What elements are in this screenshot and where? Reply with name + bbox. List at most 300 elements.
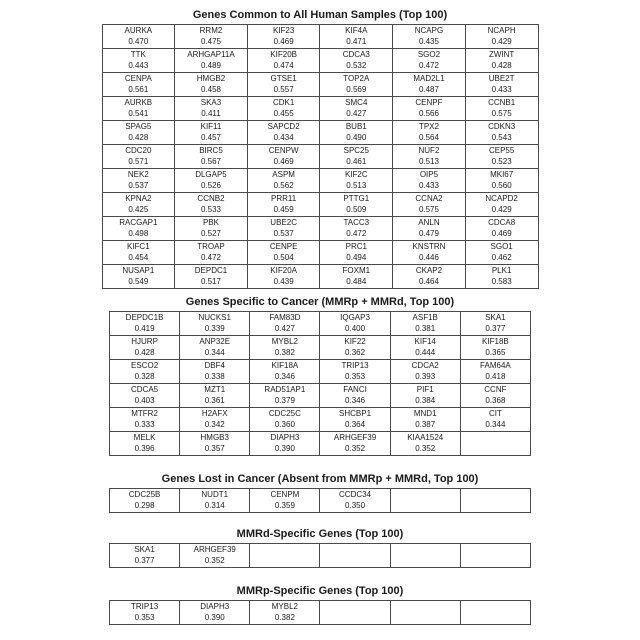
gene-value: 0.458 xyxy=(200,84,221,94)
gene-value: 0.411 xyxy=(201,108,221,118)
gene-cell xyxy=(175,265,248,289)
gene-value: 0.429 xyxy=(491,204,512,214)
gene-cell xyxy=(393,145,466,169)
gene-cell xyxy=(393,193,466,217)
gene-name: TACC3 xyxy=(343,218,370,227)
gene-cell xyxy=(465,193,538,217)
gene-value: 0.350 xyxy=(345,500,366,510)
gene-cell xyxy=(247,169,320,193)
gene-name: KIF11 xyxy=(200,122,222,131)
gene-name: NCAPH xyxy=(487,26,516,35)
gene-name: CDC25C xyxy=(268,409,301,418)
gene-cell xyxy=(320,312,390,336)
gene-name: RRM2 xyxy=(199,26,223,35)
gene-cell xyxy=(102,193,175,217)
gene-value: 0.314 xyxy=(204,500,225,510)
gene-value: 0.361 xyxy=(204,395,225,405)
gene-cell xyxy=(110,544,180,568)
gene-name: AURKB xyxy=(124,98,153,107)
gene-name: SKA3 xyxy=(200,98,222,107)
gene-value: 0.377 xyxy=(485,323,506,333)
table-title-mmrp: MMRp-Specific Genes (Top 100) xyxy=(236,585,404,597)
gene-value: 0.472 xyxy=(418,60,439,70)
table-row xyxy=(110,408,531,432)
gene-cell xyxy=(460,384,530,408)
gene-name: MZT1 xyxy=(204,385,226,394)
gene-cell xyxy=(320,145,393,169)
gene-value: 0.400 xyxy=(345,323,366,333)
gene-value: 0.433 xyxy=(491,84,512,94)
gene-name: UBE2T xyxy=(488,74,515,83)
gene-value: 0.338 xyxy=(204,371,225,381)
gene-value: 0.353 xyxy=(345,371,366,381)
gene-name: MAD2L1 xyxy=(413,74,445,83)
gene-name: ANP32E xyxy=(199,337,231,346)
gene-name: PBK xyxy=(202,218,219,227)
gene-name: CCNB1 xyxy=(488,98,516,107)
gene-name: TROAP xyxy=(197,242,225,251)
gene-cell xyxy=(247,73,320,97)
table-row xyxy=(110,360,531,384)
gene-cell xyxy=(460,336,530,360)
gene-name: RAD51AP1 xyxy=(264,385,306,394)
gene-value: 0.583 xyxy=(491,276,512,286)
gene-value: 0.469 xyxy=(273,36,294,46)
gene-cell xyxy=(393,49,466,73)
gene-cell xyxy=(393,25,466,49)
gene-cell xyxy=(180,432,250,456)
gene-name: KIF20B xyxy=(270,50,297,59)
gene-cell xyxy=(250,601,320,625)
gene-cell xyxy=(390,432,460,456)
gene-value: 0.333 xyxy=(134,419,155,429)
gene-name: KIF2C xyxy=(344,170,368,179)
gene-cell xyxy=(102,169,175,193)
gene-cell xyxy=(250,360,320,384)
gene-value: 0.357 xyxy=(204,443,225,453)
gene-name: CDC20 xyxy=(125,146,152,155)
gene-cell xyxy=(393,169,466,193)
gene-value: 0.446 xyxy=(418,252,439,262)
gene-cell xyxy=(102,73,175,97)
table-row xyxy=(110,384,531,408)
gene-value: 0.393 xyxy=(415,371,436,381)
gene-value: 0.428 xyxy=(128,132,149,142)
gene-cell xyxy=(320,408,390,432)
gene-name: ASPM xyxy=(272,170,295,179)
gene-cell xyxy=(110,384,180,408)
gene-cell xyxy=(102,25,175,49)
gene-cell xyxy=(102,145,175,169)
gene-cell xyxy=(320,241,393,265)
gene-name: HJURP xyxy=(131,337,158,346)
gene-name: SHCBP1 xyxy=(339,409,372,418)
gene-value: 0.470 xyxy=(128,36,149,46)
gene-value: 0.344 xyxy=(204,347,225,357)
gene-cell xyxy=(393,217,466,241)
gene-value: 0.513 xyxy=(346,180,367,190)
gene-cell xyxy=(465,169,538,193)
gene-name: NUDT1 xyxy=(201,490,229,499)
table-row xyxy=(102,73,538,97)
gene-value: 0.523 xyxy=(491,156,512,166)
gene-cell xyxy=(175,169,248,193)
table-row xyxy=(102,145,538,169)
empty-cell xyxy=(390,601,460,625)
gene-name: ARHGEF39 xyxy=(333,433,377,442)
gene-value: 0.472 xyxy=(346,228,367,238)
gene-cell xyxy=(393,265,466,289)
gene-name: MYBL2 xyxy=(271,337,298,346)
gene-cell xyxy=(102,121,175,145)
gene-table-common xyxy=(102,24,539,289)
gene-value: 0.527 xyxy=(200,228,221,238)
gene-value: 0.575 xyxy=(491,108,512,118)
gene-name: PIF1 xyxy=(416,385,434,394)
gene-name: BIRC5 xyxy=(199,146,223,155)
gene-name: TRIP13 xyxy=(131,602,159,611)
gene-name: AURKA xyxy=(124,26,153,35)
gene-name: DIAPH3 xyxy=(200,602,230,611)
gene-value: 0.425 xyxy=(128,204,149,214)
gene-value: 0.419 xyxy=(134,323,155,333)
gene-value: 0.464 xyxy=(418,276,439,286)
gene-name: ARHGAP11A xyxy=(187,50,235,59)
gene-name: KIF4A xyxy=(345,26,368,35)
gene-value: 0.513 xyxy=(418,156,439,166)
gene-name: ANLN xyxy=(418,218,440,227)
gene-value: 0.379 xyxy=(274,395,295,405)
gene-name: NCAPG xyxy=(414,26,444,35)
gene-value: 0.498 xyxy=(128,228,149,238)
table-row xyxy=(102,49,538,73)
gene-cell xyxy=(250,432,320,456)
gene-name: MELK xyxy=(133,433,156,442)
gene-value: 0.474 xyxy=(273,60,294,70)
gene-value: 0.353 xyxy=(134,612,155,622)
gene-cell xyxy=(465,265,538,289)
section-lost-genes xyxy=(109,473,531,513)
gene-value: 0.443 xyxy=(128,60,149,70)
gene-cell xyxy=(250,408,320,432)
gene-cell xyxy=(320,25,393,49)
gene-cell xyxy=(175,25,248,49)
gene-value: 0.381 xyxy=(415,323,436,333)
section-mmrp-specific-genes xyxy=(109,585,531,625)
gene-cell xyxy=(175,145,248,169)
gene-cell xyxy=(460,312,530,336)
gene-name: KNSTRN xyxy=(412,242,446,251)
gene-value: 0.484 xyxy=(346,276,367,286)
gene-value: 0.461 xyxy=(346,156,367,166)
gene-table-cancer-specific xyxy=(109,311,531,456)
gene-cell xyxy=(465,145,538,169)
table-row xyxy=(102,265,538,289)
gene-value: 0.428 xyxy=(491,60,512,70)
gene-name: CDKN3 xyxy=(488,122,516,131)
gene-value: 0.382 xyxy=(274,347,295,357)
gene-name: CENPA xyxy=(124,74,152,83)
gene-value: 0.364 xyxy=(345,419,366,429)
gene-value: 0.396 xyxy=(134,443,155,453)
gene-name: PRC1 xyxy=(345,242,367,251)
gene-cell xyxy=(390,312,460,336)
gene-value: 0.387 xyxy=(415,419,436,429)
gene-name: FANCI xyxy=(343,385,367,394)
gene-cell xyxy=(393,73,466,97)
gene-name: OIP5 xyxy=(419,170,439,179)
gene-name: NUSAP1 xyxy=(122,266,155,275)
gene-cell xyxy=(465,241,538,265)
gene-name: CEP55 xyxy=(488,146,515,155)
table-row xyxy=(110,601,531,625)
gene-name: BUB1 xyxy=(345,122,367,131)
gene-value: 0.429 xyxy=(491,36,512,46)
empty-cell xyxy=(460,601,530,625)
gene-cell xyxy=(175,49,248,73)
gene-value: 0.549 xyxy=(128,276,149,286)
gene-name: ASF1B xyxy=(412,313,438,322)
gene-value: 0.489 xyxy=(200,60,221,70)
gene-value: 0.435 xyxy=(418,36,439,46)
gene-value: 0.359 xyxy=(274,500,295,510)
table-row xyxy=(110,312,531,336)
gene-name: CCDC34 xyxy=(339,490,372,499)
table-row xyxy=(110,336,531,360)
gene-cell xyxy=(180,489,250,513)
gene-cell xyxy=(465,49,538,73)
gene-name: HMGB2 xyxy=(196,74,226,83)
table-row xyxy=(102,121,538,145)
gene-cell xyxy=(102,241,175,265)
gene-cell xyxy=(110,336,180,360)
gene-cell xyxy=(110,432,180,456)
gene-name: CCNA2 xyxy=(415,194,443,203)
gene-name: H2AFX xyxy=(201,409,228,418)
gene-value: 0.365 xyxy=(485,347,506,357)
gene-value: 0.471 xyxy=(346,36,367,46)
gene-cell xyxy=(110,489,180,513)
gene-name: NEK2 xyxy=(127,170,149,179)
gene-cell xyxy=(102,217,175,241)
gene-value: 0.352 xyxy=(345,443,366,453)
gene-value: 0.562 xyxy=(273,180,294,190)
gene-name: CDC25B xyxy=(128,490,161,499)
gene-name: KIF18B xyxy=(482,337,509,346)
gene-value: 0.362 xyxy=(345,347,366,357)
gene-name: SGO2 xyxy=(417,50,441,59)
gene-value: 0.517 xyxy=(200,276,221,286)
gene-name: RACGAP1 xyxy=(119,218,158,227)
gene-value: 0.533 xyxy=(200,204,221,214)
gene-value: 0.541 xyxy=(128,108,149,118)
gene-value: 0.346 xyxy=(274,371,295,381)
gene-name: SPC25 xyxy=(343,146,369,155)
table-row xyxy=(102,217,538,241)
gene-name: CKAP2 xyxy=(415,266,443,275)
gene-name: KIFC1 xyxy=(126,242,150,251)
gene-name: KPNA2 xyxy=(125,194,152,203)
gene-cell xyxy=(180,360,250,384)
gene-cell xyxy=(465,121,538,145)
gene-cell xyxy=(180,336,250,360)
empty-cell xyxy=(460,489,530,513)
empty-cell xyxy=(390,489,460,513)
gene-cell xyxy=(175,241,248,265)
gene-value: 0.532 xyxy=(346,60,367,70)
table-title-common: Genes Common to All Human Samples (Top 100) xyxy=(192,9,448,21)
gene-value: 0.328 xyxy=(134,371,155,381)
gene-cell xyxy=(465,97,538,121)
gene-name: CENPF xyxy=(415,98,443,107)
gene-value: 0.360 xyxy=(274,419,295,429)
section-mmrd-specific-genes xyxy=(109,528,531,568)
gene-value: 0.571 xyxy=(128,156,149,166)
gene-cell xyxy=(250,312,320,336)
table-title-mmrd: MMRd-Specific Genes (Top 100) xyxy=(236,528,404,540)
gene-cell xyxy=(175,73,248,97)
gene-name: TPX2 xyxy=(418,122,439,131)
gene-value: 0.384 xyxy=(415,395,436,405)
gene-value: 0.469 xyxy=(491,228,512,238)
gene-name: KIF22 xyxy=(344,337,366,346)
gene-cell xyxy=(110,360,180,384)
gene-cell xyxy=(180,312,250,336)
gene-cell xyxy=(320,73,393,97)
empty-cell xyxy=(390,544,460,568)
gene-cell xyxy=(390,384,460,408)
gene-name: MND1 xyxy=(413,409,437,418)
gene-value: 0.382 xyxy=(274,612,295,622)
gene-name: IQGAP3 xyxy=(340,313,370,322)
gene-value: 0.557 xyxy=(273,84,294,94)
gene-value: 0.390 xyxy=(274,443,295,453)
table-title-lost: Genes Lost in Cancer (Absent from MMRp + MMRd, Top 100) xyxy=(161,473,479,485)
gene-value: 0.457 xyxy=(200,132,221,142)
gene-value: 0.403 xyxy=(134,395,155,405)
table-row xyxy=(102,25,538,49)
gene-cell xyxy=(390,360,460,384)
gene-name: ARHGEF39 xyxy=(193,545,236,554)
gene-name: CCNB2 xyxy=(197,194,225,203)
table-row xyxy=(110,489,531,513)
gene-cell xyxy=(465,73,538,97)
gene-value: 0.427 xyxy=(274,323,295,333)
gene-cell xyxy=(390,336,460,360)
gene-value: 0.569 xyxy=(346,84,367,94)
gene-value: 0.390 xyxy=(204,612,225,622)
gene-value: 0.418 xyxy=(485,371,506,381)
gene-name: CDCA2 xyxy=(411,361,439,370)
gene-name: SAPCD2 xyxy=(267,122,300,131)
gene-name: DBF4 xyxy=(204,361,225,370)
gene-value: 0.455 xyxy=(273,108,294,118)
gene-cell xyxy=(102,49,175,73)
gene-name: SKA1 xyxy=(134,545,155,554)
gene-value: 0.368 xyxy=(485,395,506,405)
gene-cell xyxy=(320,97,393,121)
empty-cell xyxy=(320,601,390,625)
gene-name: KIF20A xyxy=(270,266,297,275)
table-row xyxy=(102,169,538,193)
empty-cell xyxy=(250,544,320,568)
gene-cell xyxy=(460,360,530,384)
gene-value: 0.490 xyxy=(346,132,367,142)
gene-table-mmrd xyxy=(109,543,531,568)
gene-name: KIAA1524 xyxy=(407,433,444,442)
gene-cell xyxy=(320,336,390,360)
gene-table-mmrp xyxy=(109,600,531,625)
gene-cell xyxy=(320,265,393,289)
gene-value: 0.561 xyxy=(128,84,149,94)
gene-cell xyxy=(175,97,248,121)
gene-value: 0.575 xyxy=(418,204,439,214)
gene-value: 0.564 xyxy=(418,132,439,142)
gene-name: CCNF xyxy=(484,385,507,394)
gene-name: CIT xyxy=(488,409,502,418)
gene-name: DIAPH3 xyxy=(270,433,300,442)
gene-value: 0.537 xyxy=(128,180,149,190)
gene-value: 0.352 xyxy=(415,443,436,453)
gene-value: 0.567 xyxy=(200,156,221,166)
gene-cell xyxy=(110,312,180,336)
gene-cell xyxy=(393,97,466,121)
gene-value: 0.352 xyxy=(204,555,225,565)
gene-cell xyxy=(250,336,320,360)
gene-name: DLGAP5 xyxy=(195,170,227,179)
gene-cell xyxy=(180,384,250,408)
gene-name: TTK xyxy=(130,50,146,59)
gene-name: PLK1 xyxy=(491,266,512,275)
gene-value: 0.560 xyxy=(491,180,512,190)
gene-cell xyxy=(320,489,390,513)
empty-cell xyxy=(320,544,390,568)
gene-name: CDCA3 xyxy=(342,50,370,59)
gene-name: MTFR2 xyxy=(131,409,158,418)
gene-name: ESCO2 xyxy=(131,361,159,370)
gene-name: CENPM xyxy=(270,490,300,499)
gene-value: 0.377 xyxy=(134,555,155,565)
gene-name: CENPW xyxy=(268,146,299,155)
gene-value: 0.462 xyxy=(491,252,512,262)
gene-value: 0.342 xyxy=(204,419,225,429)
gene-value: 0.346 xyxy=(345,395,366,405)
gene-value: 0.444 xyxy=(415,347,436,357)
gene-cell xyxy=(465,25,538,49)
gene-name: NUF2 xyxy=(418,146,440,155)
gene-value: 0.537 xyxy=(273,228,294,238)
gene-cell xyxy=(247,121,320,145)
gene-cell xyxy=(320,217,393,241)
empty-cell xyxy=(460,544,530,568)
gene-value: 0.504 xyxy=(273,252,294,262)
gene-value: 0.427 xyxy=(346,108,367,118)
gene-name: UBE2C xyxy=(270,218,297,227)
gene-value: 0.469 xyxy=(273,156,294,166)
gene-cell xyxy=(247,49,320,73)
gene-cell xyxy=(250,384,320,408)
gene-value: 0.454 xyxy=(128,252,149,262)
gene-name: DEPDC1 xyxy=(194,266,228,275)
gene-value: 0.339 xyxy=(204,323,225,333)
gene-cell xyxy=(180,544,250,568)
gene-cell xyxy=(110,601,180,625)
gene-cell xyxy=(320,193,393,217)
gene-value: 0.479 xyxy=(418,228,439,238)
table-row xyxy=(102,241,538,265)
gene-cell xyxy=(247,265,320,289)
gene-value: 0.472 xyxy=(200,252,221,262)
